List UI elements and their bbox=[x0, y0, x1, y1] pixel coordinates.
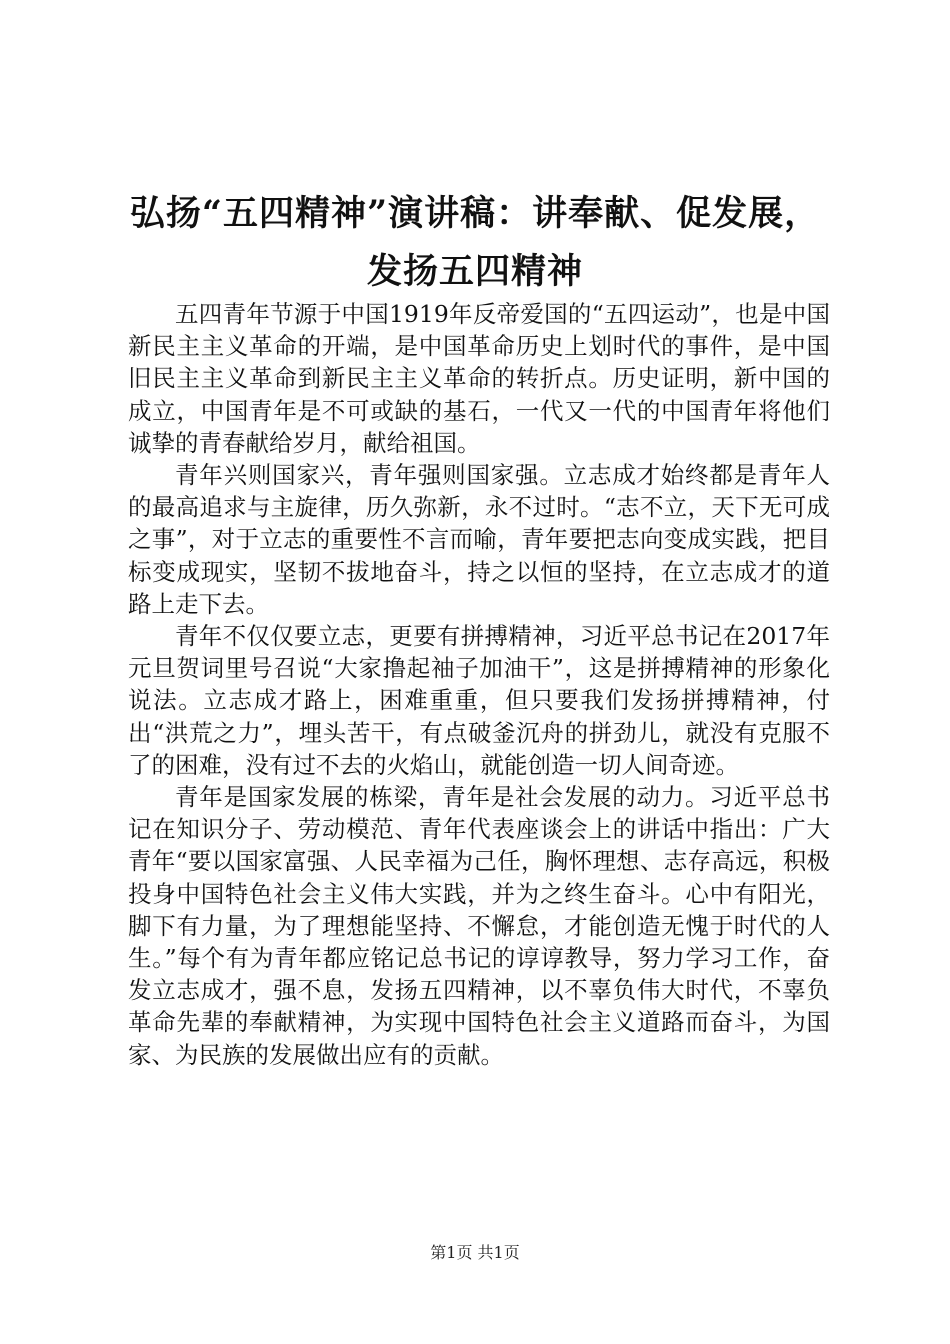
document-title-line-2: 发扬五四精神 bbox=[366, 251, 583, 292]
paragraph-3: 青年不仅仅要立志，更要有拼搏精神，习近平总书记在2017年元旦贺词里号召说“大家撸起袖子加油干”，这是拼搏精神的形象化说法。立志成才路上，困难重重，但只要我们发扬拼搏精神，付出“洪荒之力”，埋头苦干，有点破釜沉舟的拼劲儿，就没有克服不了的困难，没有过不去的火焰山，就能创造一切人间奇迹。 bbox=[128, 622, 830, 779]
paragraph-2: 青年兴则国家兴，青年强则国家强。立志成才始终都是青年人的最高追求与主旋律，历久弥新，永不过时。“志不立，天下无可成之事”，对于立志的重要性不言而喻，青年要把志向变成实践，把目标变成现实，坚韧不拔地奋斗，持之以恒的坚持，在立志成才的道路上走下去。 bbox=[128, 461, 830, 618]
paragraph-1: 五四青年节源于中国1919年反帝爱国的“五四运动”，也是中国新民主主义革命的开端，是中国革命历史上划时代的事件，是中国旧民主主义革命到新民主主义革命的转折点。历史证明，新中国的成立，中国青年是不可或缺的基石，一代又一代的中国青年将他们诚挚的青春献给岁月，献给祖国。 bbox=[128, 300, 830, 457]
paragraph-4: 青年是国家发展的栋梁，青年是社会发展的动力。习近平总书记在知识分子、劳动模范、青年代表座谈会上的讲话中指出：广大青年“要以国家富强、人民幸福为己任，胸怀理想、志存高远，积极投身中国特色社会主义伟大实践，并为之终生奋斗。心中有阳光，脚下有力量，为了理想能坚持、不懈怠，才能创造无愧于时代的人生。”每个有为青年都应铭记总书记的谆谆教导，努力学习工作，奋发立志成才，强不息，发扬五四精神，以不辜负伟大时代，不辜负革命先辈的奉献精神，为实现中国特色社会主义道路而奋斗，为国家、为民族的发展做出应有的贡献。 bbox=[128, 783, 830, 1069]
document-body bbox=[128, 298, 830, 1071]
page-number-footer: 第1页 共1页 bbox=[430, 1243, 520, 1262]
document-title-line-1: 弘扬“五四精神”演讲稿：讲奉献、促发展， bbox=[129, 193, 821, 234]
